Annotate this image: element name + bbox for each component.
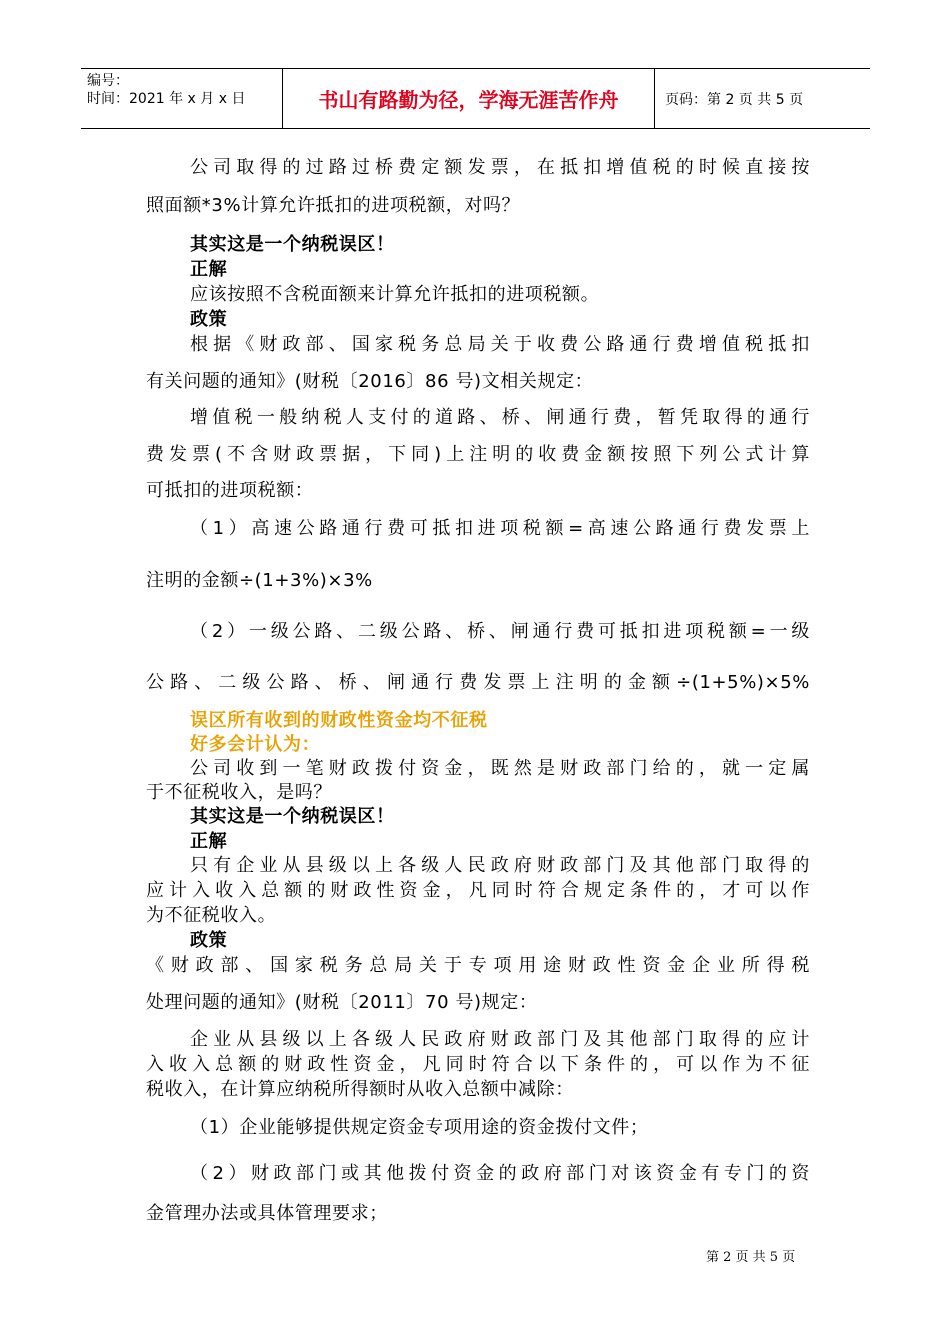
formula-line: （1）高速公路通行费可抵扣进项税额=高速公路通行费发票上: [190, 518, 810, 539]
misconception-heading: 其实这是一个纳税误区！: [190, 234, 395, 255]
policy-heading: 政策: [190, 930, 228, 951]
condition-item: 金管理办法或具体管理要求；: [146, 1203, 388, 1224]
paragraph-line: 企业从县级以上各级人民政府财政部门及其他部门取得的应计: [190, 1029, 810, 1050]
paragraph-line: 应计入收入总额的财政性资金，凡同时符合规定条件的，才可以作: [146, 880, 810, 901]
paragraph-line: 处理问题的通知》(财税〔2011〕70 号)规定：: [146, 992, 538, 1013]
paragraph-line: 公司取得的过路过桥费定额发票，在抵扣增值税的时候直接按: [190, 157, 810, 178]
condition-item: （1）企业能够提供规定资金专项用途的资金拨付文件；: [190, 1117, 649, 1138]
policy-heading: 政策: [190, 309, 228, 330]
paragraph-line: 公司收到一笔财政拨付资金，既然是财政部门给的，就一定属: [190, 758, 810, 779]
document-time-label: 时间：2021 年 x 月 x 日: [87, 91, 246, 107]
header-page-label: 页码：第 2 页 共 5 页: [665, 91, 804, 108]
condition-item: （2）财政部门或其他拨付资金的政府部门对该资金有专门的资: [190, 1163, 810, 1184]
paragraph-line: 照面额*3%计算允许抵扣的进项税额，对吗？: [146, 195, 521, 216]
formula-line: 公路、二级公路、桥、闸通行费发票上注明的金额÷(1+5%)×5%: [146, 672, 810, 693]
formula-line: （2）一级公路、二级公路、桥、闸通行费可抵扣进项税额=一级: [190, 621, 810, 642]
formula-line: 注明的金额÷(1+3%)×3%: [146, 570, 373, 591]
document-number-label: 编号：: [87, 73, 129, 89]
answer-text: 应该按照不含税面额来计算允许抵扣的进项税额。: [190, 284, 600, 305]
header-motto: 书山有路勤为径，学海无涯苦作舟: [283, 69, 655, 128]
paragraph-line: 只有企业从县级以上各级人民政府财政部门及其他部门取得的: [190, 855, 810, 876]
paragraph-line: 费发票(不含财政票据，下同)上注明的收费金额按照下列公式计算: [146, 444, 810, 465]
mistake-title: 误区所有收到的财政性资金均不征税: [190, 710, 488, 731]
paragraph-line: 《财政部、国家税务总局关于专项用途财政性资金企业所得税: [146, 955, 810, 976]
header-meta: [81, 69, 283, 128]
page-header: [81, 68, 870, 129]
answer-heading: 正解: [190, 259, 228, 280]
mistake-subtitle: 好多会计认为：: [190, 734, 321, 755]
answer-heading: 正解: [190, 831, 228, 852]
paragraph-line: 有关问题的通知》(财税〔2016〕86 号)文相关规定：: [146, 371, 594, 392]
paragraph-line: 可抵扣的进项税额：: [146, 480, 314, 501]
paragraph-line: 根据《财政部、国家税务总局关于收费公路通行费增值税抵扣: [190, 334, 810, 355]
paragraph-line: 税收入，在计算应纳税所得额时从收入总额中减除：: [146, 1079, 574, 1100]
paragraph-line: 入收入总额的财政性资金，凡同时符合以下条件的，可以作为不征: [146, 1054, 810, 1075]
paragraph-line: 为不征税收入。: [146, 905, 277, 926]
misconception-heading: 其实这是一个纳税误区！: [190, 806, 395, 827]
paragraph-line: 于不征税收入，是吗？: [146, 782, 332, 803]
page-footer-label: 第 2 页 共 5 页: [706, 1250, 796, 1265]
paragraph-line: 增值税一般纳税人支付的道路、桥、闸通行费，暂凭取得的通行: [190, 407, 810, 428]
